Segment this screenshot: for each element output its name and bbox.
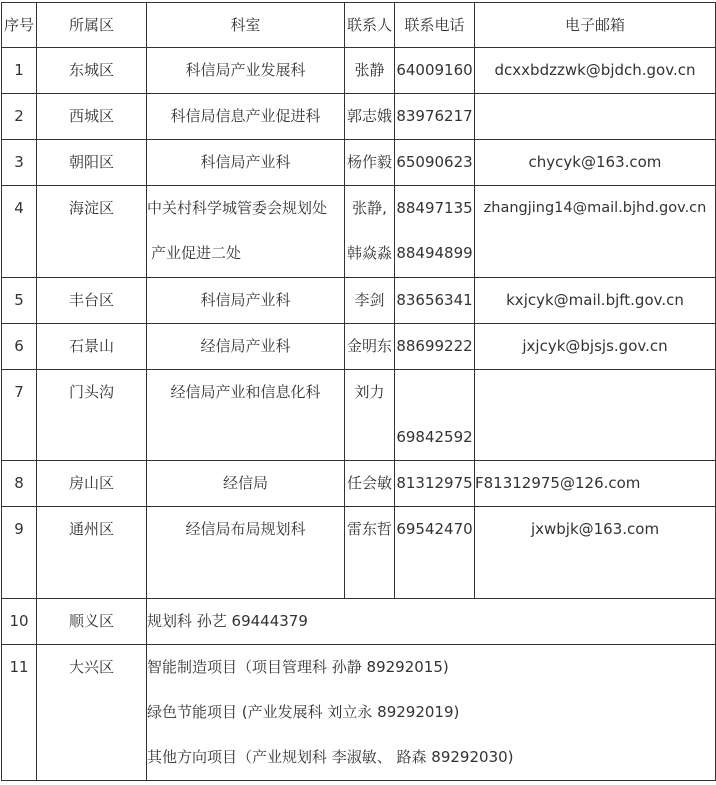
row-contact: 张静: [345, 48, 395, 94]
row-district: 西城区: [37, 94, 147, 140]
dept-line: 中关村科学城管委会规划处: [147, 199, 328, 217]
row-contact: 雷东哲: [345, 507, 395, 599]
row-info: 规划科 孙艺 69444379: [147, 599, 716, 645]
contacts-table: [1, 2, 716, 781]
header-no: 序号: [2, 3, 37, 48]
row-dept: 经信局布局规划科: [147, 507, 345, 599]
row-contact: 杨作毅: [345, 140, 395, 186]
row-phone: 69542470: [395, 507, 475, 599]
row-email: jxjcyk@bjsjs.gov.cn: [475, 324, 716, 370]
row-email: kxjcyk@mail.bjft.gov.cn: [475, 278, 716, 324]
row-phone: 83976217: [395, 94, 475, 140]
row-info: [147, 645, 716, 781]
header-row: [2, 3, 716, 48]
table-row: [2, 507, 716, 599]
row-dept: 科信局产业发展科: [147, 48, 345, 94]
row-email: chycyk@163.com: [475, 140, 716, 186]
header-district: 所属区: [37, 3, 147, 48]
table-row: [2, 461, 716, 507]
row-district: 顺义区: [37, 599, 147, 645]
row-phone: 69842592: [395, 370, 475, 461]
row-contact: 刘力: [345, 370, 395, 461]
contact-line: 张静,: [352, 199, 387, 217]
table-row: [2, 370, 716, 461]
row-dept: 经信局产业和信息化科: [147, 370, 345, 461]
row-dept: 科信局产业科: [147, 140, 345, 186]
row-email: jxwbjk@163.com: [475, 507, 716, 599]
phone-line: 88494899: [396, 244, 473, 262]
info-line: 绿色节能项目 (产业发展科 刘立永 89292019): [147, 703, 460, 721]
table-row: [2, 94, 716, 140]
row-email: [475, 370, 716, 461]
row-phone: 65090623: [395, 140, 475, 186]
header-email: 电子邮箱: [475, 3, 716, 48]
table-row: [2, 140, 716, 186]
row-district: 房山区: [37, 461, 147, 507]
row-phone: 83656341: [395, 278, 475, 324]
table-row: [2, 645, 716, 781]
row-district: 大兴区: [37, 645, 147, 781]
row-contact: 李剑: [345, 278, 395, 324]
row-district: 丰台区: [37, 278, 147, 324]
table-row: [2, 278, 716, 324]
row-district: 门头沟: [37, 370, 147, 461]
row-no: 11: [2, 645, 37, 781]
row-no: 8: [2, 461, 37, 507]
header-dept: 科室: [147, 3, 345, 48]
row-district: 东城区: [37, 48, 147, 94]
row-no: 7: [2, 370, 37, 461]
phone-line: 88497135: [396, 199, 473, 217]
row-no: 4: [2, 186, 37, 278]
row-dept: 科信局产业科: [147, 278, 345, 324]
row-contact: [345, 186, 395, 278]
row-district: 海淀区: [37, 186, 147, 278]
info-line: 其他方向项目（产业规划科 李淑敏、 路森 89292030): [147, 748, 514, 766]
row-dept: 经信局: [147, 461, 345, 507]
table-row: [2, 599, 716, 645]
row-phone: 64009160: [395, 48, 475, 94]
header-phone: 联系电话: [395, 3, 475, 48]
row-contact: 任会敏: [345, 461, 395, 507]
row-phone: 81312975: [395, 461, 475, 507]
row-no: 5: [2, 278, 37, 324]
row-no: 2: [2, 94, 37, 140]
row-district: 朝阳区: [37, 140, 147, 186]
row-email: zhangjing14@mail.bjhd.gov.cn: [475, 186, 716, 278]
row-dept: 经信局产业科: [147, 324, 345, 370]
row-contact: 金明东: [345, 324, 395, 370]
dept-line: 产业促进二处: [151, 244, 242, 262]
row-dept: [147, 186, 345, 278]
contact-line: 韩焱淼: [346, 244, 392, 262]
row-phone: [395, 186, 475, 278]
info-line: 智能制造项目（项目管理科 孙静 89292015): [147, 658, 449, 676]
row-dept: 科信局信息产业促进科: [147, 94, 345, 140]
row-district: 通州区: [37, 507, 147, 599]
row-no: 10: [2, 599, 37, 645]
header-contact: 联系人: [345, 3, 395, 48]
row-phone: 88699222: [395, 324, 475, 370]
table-row: [2, 48, 716, 94]
row-email: F81312975@126.com: [475, 461, 716, 507]
row-contact: 郭志娥: [345, 94, 395, 140]
row-no: 6: [2, 324, 37, 370]
table-row: [2, 186, 716, 278]
row-no: 1: [2, 48, 37, 94]
row-no: 9: [2, 507, 37, 599]
row-email: [475, 94, 716, 140]
row-district: 石景山: [37, 324, 147, 370]
row-no: 3: [2, 140, 37, 186]
row-email: dcxxbdzzwk@bjdch.gov.cn: [475, 48, 716, 94]
table-row: [2, 324, 716, 370]
